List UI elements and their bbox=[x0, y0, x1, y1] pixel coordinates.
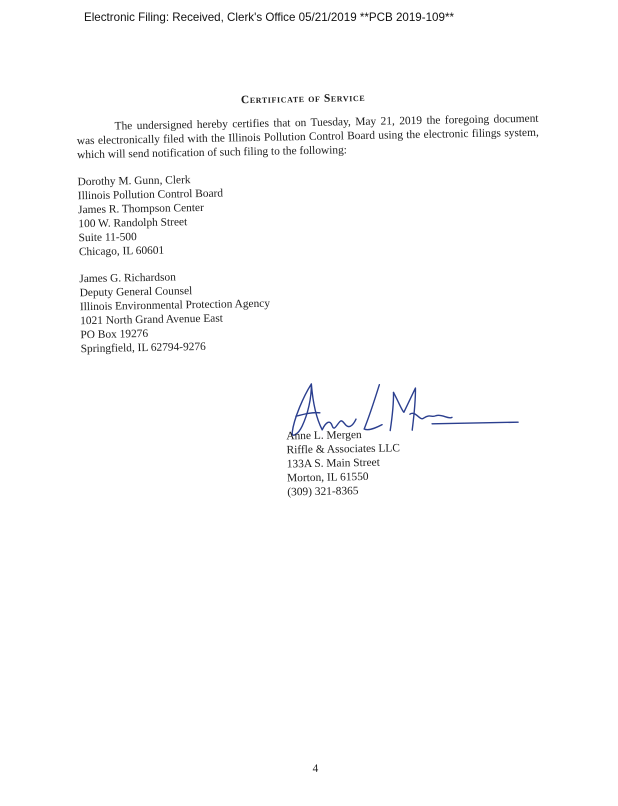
address-line: Dorothy M. Gunn, Clerk bbox=[77, 174, 191, 189]
address-line: Suite 11-500 bbox=[78, 231, 137, 245]
signer-name: Anne L. Mergen bbox=[286, 429, 362, 443]
address-line: Illinois Environmental Protection Agency bbox=[79, 297, 271, 314]
certification-paragraph: The undersigned hereby certifies that on Tuesday, May 21, 2019 the foregoing document was electronically filed with the Illinois Pollution Control Board using the electronic filings system, which will send notification of such filing to the following: bbox=[76, 112, 539, 162]
address-line: Chicago, IL 60601 bbox=[78, 244, 165, 259]
filing-stamp: Electronic Filing: Received, Clerk's Office 05/21/2019 **PCB 2019-109** bbox=[84, 11, 454, 24]
recipient-address-1 bbox=[77, 173, 224, 260]
address-line: PO Box 19276 bbox=[80, 327, 149, 342]
signature-block bbox=[286, 427, 401, 499]
address-line: James G. Richardson bbox=[79, 271, 176, 286]
certificate-title: Certificate of Service bbox=[240, 91, 366, 107]
address-line: Illinois Pollution Control Board bbox=[77, 187, 224, 203]
address-line: 100 W. Randolph Street bbox=[78, 216, 188, 231]
address-line: Springfield, IL 62794-9276 bbox=[80, 340, 206, 356]
address-line: James R. Thompson Center bbox=[78, 201, 204, 217]
signer-street: 133A S. Main Street bbox=[286, 456, 380, 471]
recipient-address-2 bbox=[79, 269, 271, 356]
signer-firm: Riffle & Associates LLC bbox=[286, 442, 401, 457]
signer-phone: (309) 321-8365 bbox=[287, 485, 359, 499]
signer-city: Morton, IL 61550 bbox=[286, 470, 369, 485]
address-line: Deputy General Counsel bbox=[79, 285, 193, 300]
address-line: 1021 North Grand Avenue East bbox=[80, 312, 224, 328]
page-number: 4 bbox=[312, 762, 319, 776]
